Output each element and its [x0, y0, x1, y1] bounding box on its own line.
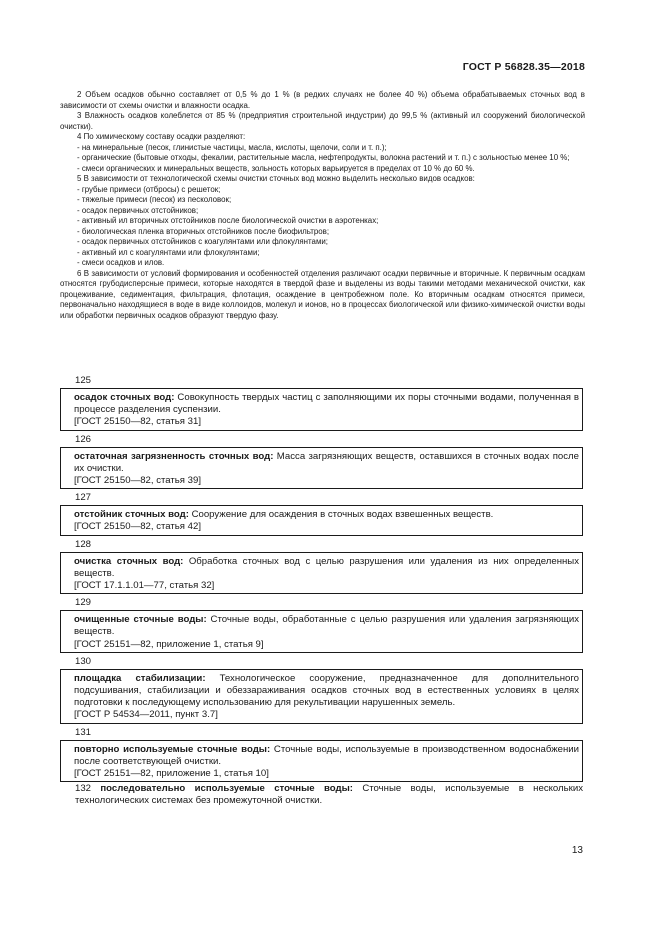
term-definition: Масса загрязняющих веществ, оставшихся в сточных водах после их очистки.	[74, 450, 579, 474]
term-entry-unboxed	[60, 783, 583, 807]
term-box	[60, 552, 583, 595]
document-header: ГОСТ Р 56828.35—2018	[462, 61, 585, 73]
note-list-item: - на минеральные (песок, глинистые частицы, масла, кислоты, щелочи, соли и т. п.);	[77, 142, 387, 152]
term-number: 132	[75, 783, 92, 795]
note-paragraph: 6 В зависимости от условий формирования и особенностей отделения различают осадки первичные и вторичные. К первичным осадкам относятся грубодисперсные примеси, которые находятся в твердой фазе и выделены из воды такими методами механической очистки, как процеживание, седиментация, фильтрация, флотация, осаждение в центробежном поле. Ко вторичным осадкам относятся примеси, первоначально находящиеся в воде в виде коллоидов, молекул и ионов, но в процессах биологической или физико-химической очистки воды или обработки первичных осадков образуют твердую фазу.	[60, 268, 585, 320]
term-number: 126	[75, 433, 92, 445]
term-entry	[60, 537, 583, 595]
note-list-item: - активный ил вторичных отстойников после биологической очистки в аэротенках;	[77, 216, 379, 225]
term-text	[74, 451, 579, 475]
term-definition: Технологическое сооружение, предназначенное для дополнительного подсушивания, стабилизации и обеззараживания осадков сточных вод в естественных условиях в целях подготовки к последующему использованию для рекультивации нарушенных земель.	[74, 672, 579, 709]
note-list-item: - смеси органических и минеральных веществ, зольность которых варьируется в пределах от 10 % до 60 %.	[77, 163, 475, 173]
term-definition: Сооружение для осаждения в сточных водах взвешенных веществ.	[188, 509, 494, 521]
term-source: [ГОСТ Р 54534—2011, пункт 3.7]	[74, 709, 218, 721]
notes-section	[60, 90, 585, 321]
term-box	[60, 669, 583, 724]
note-list-item: - грубые примеси (отбросы) с решеток;	[77, 184, 221, 194]
term-box	[60, 740, 583, 783]
term-name: последовательно используемые сточные воды:	[100, 783, 353, 795]
term-entry	[60, 725, 583, 783]
note-list-item: - активный ил с коагулянтами или флокулянтами;	[77, 247, 260, 257]
term-text	[74, 509, 579, 521]
term-entry	[60, 490, 583, 535]
term-number: 131	[75, 726, 92, 738]
term-source: [ГОСТ 25151—82, приложение 1, статья 10]	[74, 768, 269, 780]
note-list-item: - органические (бытовые отходы, фекалии, растительные масла, нефтепродукты, волокна растений и т. п.) с зольностью менее 10 %;	[77, 153, 570, 162]
term-text	[74, 744, 579, 768]
term-definition: Сточные воды, используемые в производственном водоснабжении после соответствующей очистки.	[74, 743, 579, 767]
term-text	[74, 614, 579, 638]
note-paragraph: 3 Влажность осадков колеблется от 85 % (предприятия строительной индустрии) до 99,5 % (активный ил сооружений биологической очистки).	[60, 111, 585, 131]
note-list-item: - смеси осадков и илов.	[77, 258, 165, 267]
term-text	[74, 556, 579, 580]
term-definition: Сточные воды, обработанные с целью разрушения или удаления загрязняющих веществ.	[74, 614, 580, 638]
term-source: [ГОСТ 25150—82, статья 31]	[74, 416, 201, 428]
note-list-item: - биологическая пленка вторичных отстойников после биофильтров;	[77, 226, 330, 236]
page-number: 13	[571, 845, 583, 856]
term-text	[74, 673, 579, 710]
note-paragraph: 5 В зависимости от технологической схемы очистки сточных вод можно выделить несколько видов осадков:	[77, 174, 475, 183]
term-entry	[60, 432, 583, 490]
term-entry	[60, 654, 583, 724]
term-entry	[60, 595, 583, 653]
note-list-item: - осадок первичных отстойников;	[77, 205, 199, 215]
note-list-item: - тяжелые примеси (песок) из песколовок;	[77, 195, 232, 204]
term-name: повторно используемые сточные воды:	[74, 743, 271, 755]
term-name: отстойник сточных вод:	[74, 509, 189, 521]
term-number: 127	[75, 492, 92, 504]
term-source: [ГОСТ 17.1.1.01—77, статья 32]	[74, 580, 215, 592]
term-name: очистка сточных вод:	[74, 555, 184, 567]
note-paragraph: 4 По химическому составу осадки разделяют:	[77, 132, 246, 141]
term-number: 125	[75, 375, 92, 386]
term-number: 130	[75, 655, 92, 667]
note-paragraph: 2 Объем осадков обычно составляет от 0,5 % до 1 % (в редких случаях не более 40 %) объема обрабатываемых сточных вод в зависимости от схемы очистки и влажности осадка.	[60, 90, 585, 110]
term-source: [ГОСТ 25150—82, статья 42]	[74, 521, 201, 533]
term-name: остаточная загрязненность сточных вод:	[74, 450, 274, 462]
term-definition: Сточные воды, используемые в нескольких технологических системах без промежуточной очистки.	[75, 783, 583, 807]
terms-section	[60, 373, 583, 808]
note-list-item: - осадок первичных отстойников с коагулянтами или флокулянтами;	[77, 237, 328, 246]
term-box	[60, 505, 583, 535]
term-number: 128	[75, 538, 92, 550]
term-source: [ГОСТ 25150—82, статья 39]	[74, 475, 201, 487]
term-name: очищенные сточные воды:	[74, 614, 207, 626]
term-source: [ГОСТ 25151—82, приложение 1, статья 9]	[74, 638, 264, 650]
term-box	[60, 388, 583, 431]
term-definition: Обработка сточных вод с целью разрушения или удаления из них определенных веществ.	[74, 555, 579, 579]
term-entry	[60, 373, 583, 431]
term-number: 129	[75, 597, 92, 609]
term-box	[60, 610, 583, 653]
term-name: площадка стабилизации:	[74, 672, 206, 684]
term-name: осадок сточных вод:	[74, 392, 175, 403]
term-definition: Совокупность твердых частиц с заполняющими их поры сточными водами, полученная в процессе разделения суспензии.	[74, 392, 579, 416]
term-box	[60, 447, 583, 490]
term-text	[74, 392, 579, 416]
